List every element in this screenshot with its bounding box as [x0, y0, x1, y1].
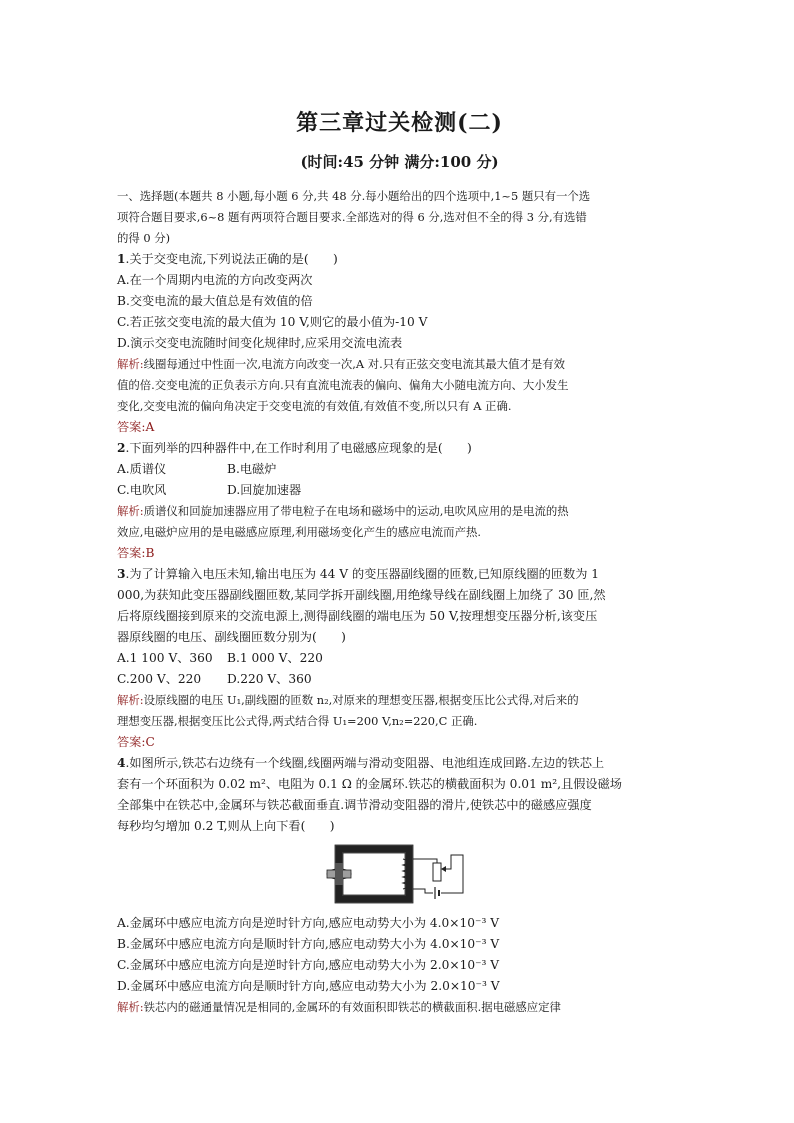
q2-option-a: A.质谱仪 — [117, 462, 167, 476]
q2-analysis-text1: 质谱仪和回旋加速器应用了带电粒子在电场和磁场中的运动,电吹风应用的是电流的热 — [143, 504, 569, 518]
q2-options-row1 — [117, 459, 682, 480]
q2-option-b: B.电磁炉 — [227, 462, 277, 476]
q3-option-b: B.1 000 V、220 — [227, 651, 323, 665]
page-title: 第三章过关检测(二) — [296, 110, 503, 136]
q2-stem — [117, 438, 682, 459]
answer-label: 答案: — [117, 546, 146, 560]
q2-analysis-line1 — [117, 501, 682, 522]
q4-option-c: C.金属环中感应电流方向是逆时针方向,感应电动势大小为 2.0×10⁻³ V — [117, 958, 500, 972]
q3-stem-line3: 后将原线圈接到原来的交流电源上,测得副线圈的端电压为 50 V,按理想变压器分析,该变压 — [117, 609, 598, 623]
q2-option-d: D.回旋加速器 — [227, 483, 302, 497]
section-intro-line3: 的得 0 分) — [117, 231, 171, 245]
q2-option-c: C.电吹风 — [117, 483, 167, 497]
q1-option-c: C.若正弦交变电流的最大值为 10 V,则它的最小值为-10 V — [117, 315, 428, 329]
q3-number: 3 — [117, 567, 126, 581]
q3-stem-line2: 000,为获知此变压器副线圈匝数,某同学拆开副线圈,用绝缘导线在副线圈上加绕了 30 匝,然 — [117, 588, 606, 602]
q3-analysis-line2: 理想变压器,根据变压比公式得,两式结合得 U₁=200 V,n₂=220,C 正确. — [117, 714, 478, 728]
q1-analysis-line2: 值的倍.交变电流的正负表示方向.只有直流电流表的偏向、偏角大小随电流方向、大小发生 — [117, 378, 569, 392]
analysis-label: 解析: — [117, 1000, 144, 1014]
q4-stem-line1 — [117, 753, 682, 774]
q2-options-row2 — [117, 480, 682, 501]
answer-label: 答案: — [117, 735, 146, 749]
q4-stem-line2: 套有一个环面积为 0.02 m²、电阻为 0.1 Ω 的金属环.铁芯的横截面积为 0.01 m²,且假设磁场 — [117, 777, 622, 791]
q4-stem-text1: .如图所示,铁芯右边绕有一个线圈,线圈两端与滑动变阻器、电池组连成回路.左边的铁芯上 — [125, 756, 605, 770]
document-page — [117, 100, 682, 1018]
q3-option-c: C.200 V、220 — [117, 672, 202, 686]
q3-stem-line1 — [117, 564, 682, 585]
q4-analysis-text1: 铁芯内的磁通量情况是相同的,金属环的有效面积即铁芯的横截面积.据电磁感应定律 — [143, 1000, 561, 1014]
q4-stem-line4: 每秒均匀增加 0.2 T,则从上向下看( ) — [117, 819, 335, 833]
analysis-label: 解析: — [117, 357, 144, 371]
q2-number: 2 — [117, 441, 126, 455]
q4-analysis-line1 — [117, 997, 682, 1018]
q1-analysis-line1 — [117, 354, 682, 375]
q3-answer — [117, 732, 682, 753]
q1-analysis-text1: 线圈每通过中性面一次,电流方向改变一次,A 对.只有正弦交变电流其最大值才是有效 — [143, 357, 566, 371]
q1-option-a: A.在一个周期内电流的方向改变两次 — [117, 273, 313, 287]
q4-option-b: B.金属环中感应电流方向是顺时针方向,感应电动势大小为 4.0×10⁻³ V — [117, 937, 500, 951]
q4-figure — [117, 841, 682, 907]
q3-analysis-text1: 设原线圈的电压 U₁,副线圈的匝数 n₂,对原来的理想变压器,根据变压比公式得,对后来的 — [143, 693, 579, 707]
q1-stem — [117, 249, 682, 270]
q1-stem-text: .关于交变电流,下列说法正确的是( ) — [125, 252, 338, 266]
answer-label: 答案: — [117, 420, 146, 434]
q3-stem-text1: .为了计算输入电压未知,输出电压为 44 V 的变压器副线圈的匝数,已知原线圈的匝数为 1 — [125, 567, 600, 581]
q2-stem-text: .下面列举的四种器件中,在工作时利用了电磁感应现象的是( ) — [125, 441, 472, 455]
sliding-rheostat — [433, 863, 441, 881]
analysis-label: 解析: — [117, 693, 144, 707]
q3-analysis-line1 — [117, 690, 682, 711]
q1-answer — [117, 417, 682, 438]
page-subtitle: (时间:45 分钟 满分:100 分) — [300, 153, 499, 171]
wire-top — [413, 859, 437, 863]
q3-options-row2 — [117, 669, 682, 690]
q4-option-a: A.金属环中感应电流方向是逆时针方向,感应电动势大小为 4.0×10⁻³ V — [117, 916, 500, 930]
q4-option-d: D.金属环中感应电流方向是顺时针方向,感应电动势大小为 2.0×10⁻³ V — [117, 979, 500, 993]
q1-answer-value: A — [145, 420, 155, 434]
q2-analysis-line2: 效应,电磁炉应用的是电磁感应原理,利用磁场变化产生的感应电流而产热. — [117, 525, 481, 539]
section-intro-line2: 项符合题目要求,6~8 题有两项符合题目要求.全部选对的得 6 分,选对但不全的得 3 分,有选错 — [117, 210, 587, 224]
q1-analysis-line3: 变化,交变电流的偏向角决定于交变电流的有效值,有效值不变,所以只有 A 正确. — [117, 399, 512, 413]
section-intro-line1: 一、选择题(本题共 8 小题,每小题 6 分,共 48 分.每小题给出的四个选项中,1~5 题只有一个选 — [117, 189, 591, 203]
q1-option-d: D.演示交变电流随时间变化规律时,应采用交流电流表 — [117, 336, 403, 350]
q1-option-b: B.交变电流的最大值总是有效值的倍 — [117, 294, 313, 308]
iron-core-circuit-diagram — [325, 841, 471, 907]
q4-stem-line3: 全部集中在铁芯中,金属环与铁芯截面垂直.调节滑动变阻器的滑片,使铁芯中的磁感应强度 — [117, 798, 592, 812]
q3-answer-value: C — [145, 735, 155, 749]
q2-answer — [117, 543, 682, 564]
q3-stem-line4: 器原线圈的电压、副线圈匝数分别为( ) — [117, 630, 346, 644]
q3-option-a: A.1 100 V、360 — [117, 651, 213, 665]
q2-answer-value: B — [145, 546, 155, 560]
q3-options-row1 — [117, 648, 682, 669]
q1-number: 1 — [117, 252, 126, 266]
q4-number: 4 — [117, 756, 126, 770]
q3-option-d: D.220 V、360 — [227, 672, 312, 686]
analysis-label: 解析: — [117, 504, 144, 518]
